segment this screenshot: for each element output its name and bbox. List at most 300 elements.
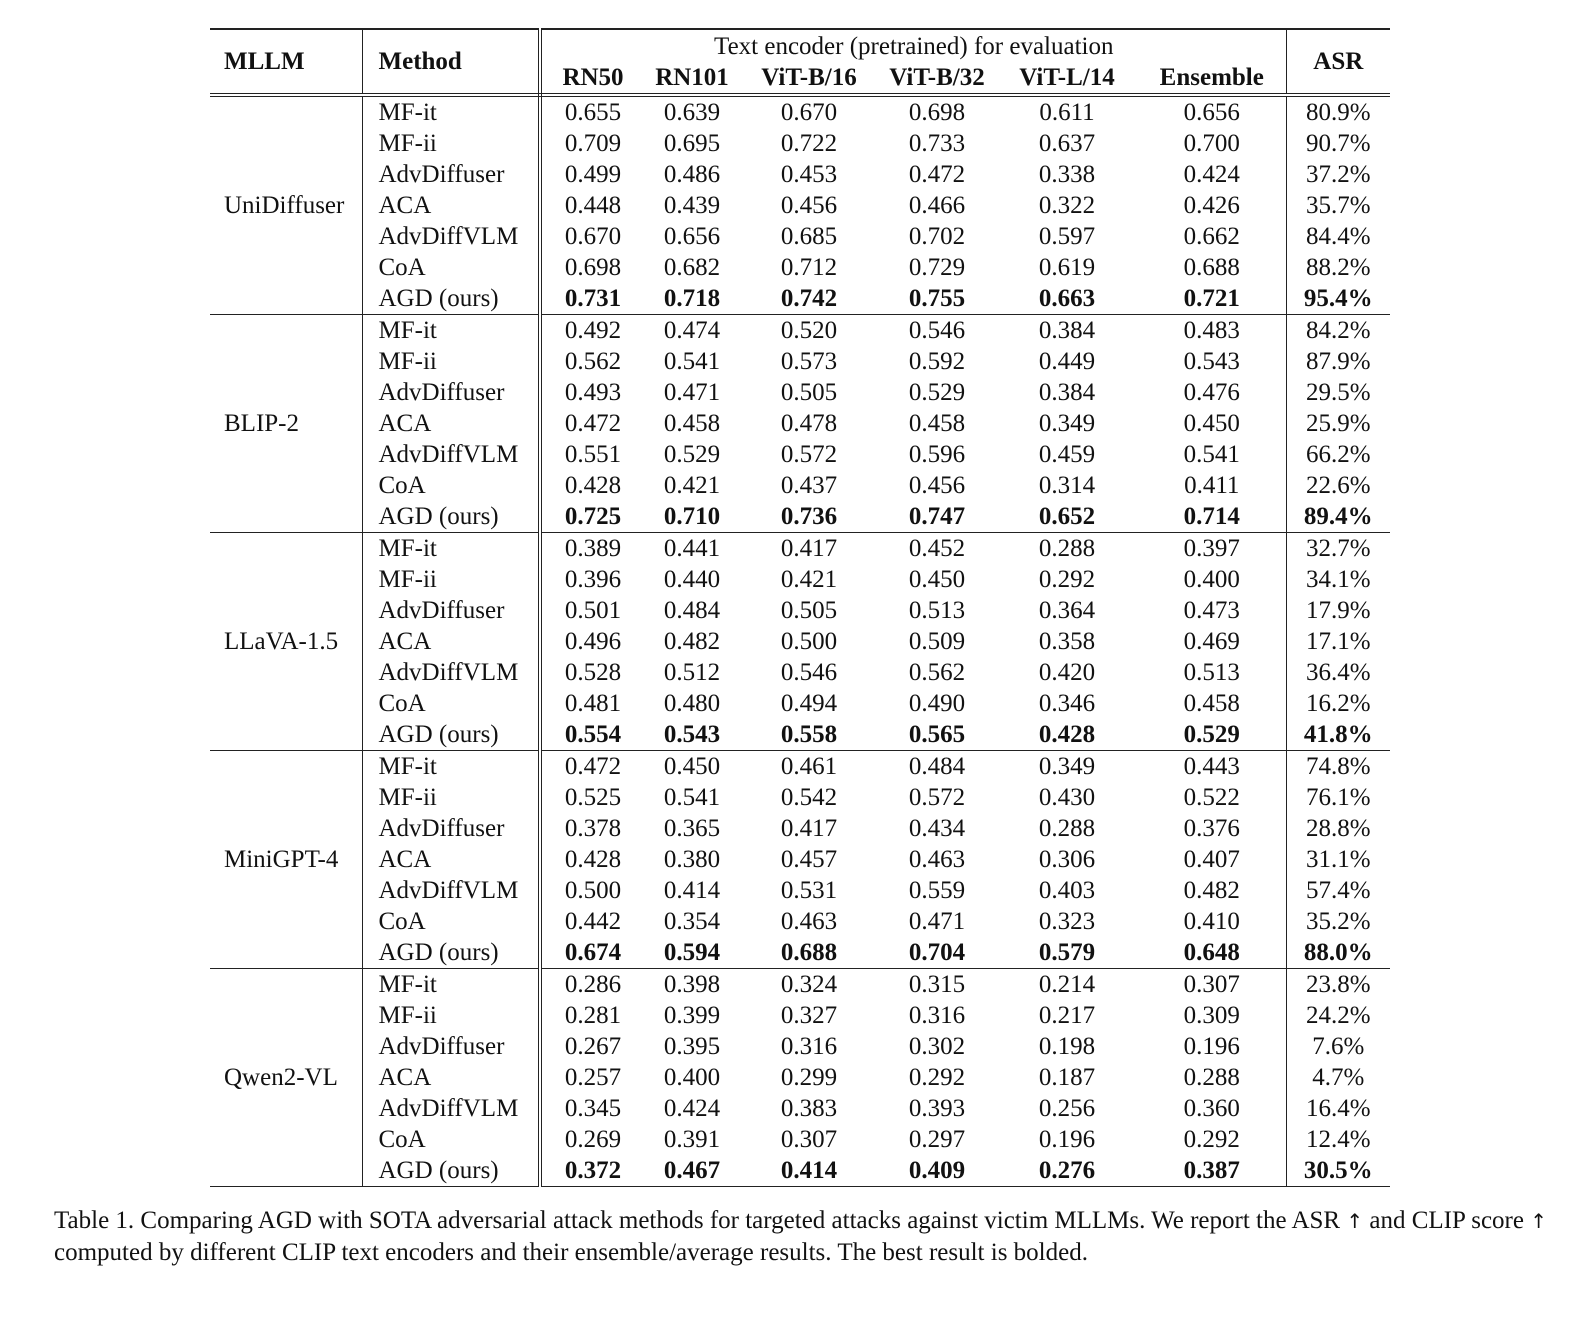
score-cell: 0.267 (564, 1033, 622, 1060)
table-row (210, 128, 1390, 159)
asr-cell: 84.2% (1286, 315, 1390, 347)
table-row (210, 1093, 1390, 1124)
table-caption (54, 1205, 1554, 1268)
score-cell: 0.729 (908, 254, 966, 281)
score-cell: 0.522 (1138, 782, 1286, 813)
score-cell: 0.688 (1138, 252, 1286, 283)
score-cell: 0.611 (996, 95, 1138, 128)
table-row (210, 564, 1390, 595)
header-method: Method (362, 29, 540, 95)
score-cell: 0.288 (1038, 815, 1096, 842)
score-cell: 0.409 (878, 1155, 996, 1187)
score-cell: 0.596 (908, 441, 966, 468)
score-cell: 0.426 (1138, 190, 1286, 221)
table-row (210, 937, 1390, 969)
table-row (210, 315, 1390, 347)
method-name: CoA (362, 470, 540, 501)
caption-text: and CLIP score (1363, 1207, 1531, 1234)
asr-cell: 89.4% (1303, 503, 1373, 530)
score-cell: 0.639 (644, 95, 740, 128)
header-encoder: RN101 (644, 62, 740, 95)
score-cell: 0.505 (780, 379, 838, 406)
score-cell: 0.592 (908, 348, 966, 375)
table-row (210, 501, 1390, 533)
method-name: AdvDiffuser (362, 1031, 540, 1062)
table-row (210, 470, 1390, 501)
score-cell: 0.562 (908, 659, 966, 686)
score-cell: 0.286 (540, 969, 644, 1001)
score-cell: 0.456 (780, 192, 838, 219)
score-cell: 0.214 (996, 969, 1138, 1001)
score-cell: 0.198 (1038, 1033, 1096, 1060)
method-name: CoA (362, 252, 540, 283)
score-cell: 0.354 (663, 908, 721, 935)
score-cell: 0.572 (908, 784, 966, 811)
method-name: AdvDiffVLM (362, 1093, 540, 1124)
score-cell: 0.399 (663, 1002, 721, 1029)
table-row (210, 408, 1390, 439)
score-cell: 0.500 (780, 628, 838, 655)
table-row (210, 1155, 1390, 1187)
score-cell: 0.458 (908, 410, 966, 437)
score-cell: 0.443 (1138, 751, 1286, 783)
score-cell: 0.718 (663, 285, 721, 312)
score-cell: 0.688 (780, 939, 838, 966)
method-name: CoA (362, 1124, 540, 1155)
score-cell: 0.579 (1038, 939, 1096, 966)
score-cell: 0.490 (908, 690, 966, 717)
asr-cell: 35.2% (1306, 908, 1371, 935)
asr-cell: 23.8% (1286, 969, 1390, 1001)
score-cell: 0.656 (663, 223, 721, 250)
score-cell: 0.450 (1138, 408, 1286, 439)
score-cell: 0.187 (1038, 1064, 1096, 1091)
score-cell: 0.565 (908, 721, 966, 748)
score-cell: 0.196 (1038, 1126, 1096, 1153)
score-cell: 0.383 (780, 1095, 838, 1122)
score-cell: 0.478 (780, 410, 838, 437)
score-cell: 0.437 (780, 472, 838, 499)
score-cell: 0.297 (908, 1126, 966, 1153)
header-encoder: Ensemble (1138, 62, 1286, 95)
score-cell: 0.292 (908, 1064, 966, 1091)
score-cell: 0.499 (564, 161, 622, 188)
score-cell: 0.486 (663, 161, 721, 188)
score-cell: 0.529 (908, 379, 966, 406)
score-cell: 0.316 (780, 1033, 838, 1060)
score-cell: 0.594 (663, 939, 721, 966)
up-arrow-icon: ↑ (1346, 1209, 1364, 1233)
score-cell: 0.496 (564, 628, 622, 655)
score-cell: 0.458 (663, 410, 721, 437)
score-cell: 0.695 (663, 130, 721, 157)
score-cell: 0.474 (644, 315, 740, 347)
score-cell: 0.572 (780, 441, 838, 468)
score-cell: 0.428 (564, 846, 622, 873)
caption-text: computed by different CLIP text encoders and their ensemble/average results. The best result is bolded. (54, 1239, 1088, 1266)
asr-cell: 76.1% (1306, 784, 1371, 811)
score-cell: 0.476 (1138, 377, 1286, 408)
score-cell: 0.324 (740, 969, 878, 1001)
score-cell: 0.731 (564, 285, 622, 312)
table-row (210, 1124, 1390, 1155)
score-cell: 0.480 (663, 690, 721, 717)
score-cell: 0.315 (878, 969, 996, 1001)
table-header (210, 29, 1390, 95)
method-name: MF-ii (362, 564, 540, 595)
score-cell: 0.314 (1038, 472, 1096, 499)
method-name: MF-ii (362, 128, 540, 159)
score-cell: 0.528 (564, 659, 622, 686)
score-cell: 0.217 (1038, 1002, 1096, 1029)
asr-cell: 32.7% (1286, 533, 1390, 565)
asr-cell: 88.2% (1306, 254, 1371, 281)
asr-cell: 7.6% (1312, 1033, 1365, 1060)
method-name: ACA (362, 1062, 540, 1093)
table-row (210, 95, 1390, 128)
asr-cell: 30.5% (1286, 1155, 1390, 1187)
score-cell: 0.349 (1038, 410, 1096, 437)
asr-cell: 16.4% (1306, 1095, 1371, 1122)
score-cell: 0.407 (1138, 844, 1286, 875)
score-cell: 0.358 (1038, 628, 1096, 655)
score-cell: 0.513 (908, 597, 966, 624)
up-arrow-icon: ↑ (1530, 1209, 1547, 1233)
header-encoder: ViT-B/32 (878, 62, 996, 95)
table-row (210, 439, 1390, 470)
score-cell: 0.531 (780, 877, 838, 904)
score-cell: 0.463 (908, 846, 966, 873)
table-row (210, 875, 1390, 906)
score-cell: 0.372 (540, 1155, 644, 1187)
score-cell: 0.403 (1038, 877, 1096, 904)
method-name: AdvDiffVLM (362, 221, 540, 252)
score-cell: 0.338 (1038, 161, 1096, 188)
method-name: ACA (362, 626, 540, 657)
score-cell: 0.424 (663, 1095, 721, 1122)
asr-cell: 17.9% (1306, 597, 1371, 624)
asr-cell: 88.0% (1303, 939, 1373, 966)
score-cell: 0.543 (663, 721, 721, 748)
score-cell: 0.453 (780, 161, 838, 188)
score-cell: 0.384 (1038, 379, 1096, 406)
score-cell: 0.529 (1138, 719, 1286, 751)
score-cell: 0.619 (1038, 254, 1096, 281)
header-mllm: MLLM (210, 29, 362, 95)
score-cell: 0.288 (996, 533, 1138, 565)
score-cell: 0.652 (1038, 503, 1096, 530)
score-cell: 0.461 (740, 751, 878, 783)
score-cell: 0.442 (564, 908, 622, 935)
score-cell: 0.541 (663, 348, 721, 375)
score-cell: 0.398 (644, 969, 740, 1001)
score-cell: 0.414 (663, 877, 721, 904)
table-row (210, 751, 1390, 783)
score-cell: 0.551 (564, 441, 622, 468)
score-cell: 0.541 (1138, 439, 1286, 470)
score-cell: 0.685 (780, 223, 838, 250)
score-cell: 0.472 (540, 751, 644, 783)
method-name: AdvDiffuser (362, 595, 540, 626)
score-cell: 0.481 (564, 690, 622, 717)
score-cell: 0.471 (908, 908, 966, 935)
asr-cell: 87.9% (1306, 348, 1371, 375)
asr-cell: 41.8% (1303, 721, 1373, 748)
score-cell: 0.704 (908, 939, 966, 966)
method-name: MF-it (362, 315, 540, 347)
score-cell: 0.376 (1138, 813, 1286, 844)
score-cell: 0.559 (908, 877, 966, 904)
score-cell: 0.648 (1138, 937, 1286, 969)
score-cell: 0.712 (780, 254, 838, 281)
method-name: MF-ii (362, 1000, 540, 1031)
table-row (210, 969, 1390, 1001)
score-cell: 0.525 (564, 784, 622, 811)
score-cell: 0.459 (1038, 441, 1096, 468)
score-cell: 0.428 (1038, 721, 1096, 748)
score-cell: 0.501 (564, 597, 622, 624)
results-table (210, 28, 1390, 1187)
score-cell: 0.656 (1138, 95, 1286, 128)
asr-cell: 24.2% (1306, 1002, 1371, 1029)
score-cell: 0.682 (663, 254, 721, 281)
score-cell: 0.471 (663, 379, 721, 406)
score-cell: 0.269 (564, 1126, 622, 1153)
method-name: AGD (ours) (362, 937, 540, 969)
mllm-name: BLIP-2 (210, 315, 362, 533)
score-cell: 0.322 (1038, 192, 1096, 219)
table-row (210, 719, 1390, 751)
table-row (210, 252, 1390, 283)
score-cell: 0.543 (1138, 346, 1286, 377)
score-cell: 0.450 (908, 566, 966, 593)
score-cell: 0.424 (1138, 159, 1286, 190)
score-cell: 0.420 (1038, 659, 1096, 686)
header-text-encoder-group: Text encoder (pretrained) for evaluation (540, 29, 1286, 62)
asr-cell: 37.2% (1306, 161, 1371, 188)
table-row (210, 626, 1390, 657)
score-cell: 0.346 (1038, 690, 1096, 717)
score-cell: 0.316 (908, 1002, 966, 1029)
method-name: MF-ii (362, 346, 540, 377)
score-cell: 0.698 (564, 254, 622, 281)
score-cell: 0.513 (1138, 657, 1286, 688)
score-cell: 0.257 (564, 1064, 622, 1091)
mllm-name: UniDiffuser (210, 95, 362, 315)
score-cell: 0.411 (1138, 470, 1286, 501)
score-cell: 0.722 (780, 130, 838, 157)
score-cell: 0.417 (780, 815, 838, 842)
score-cell: 0.397 (1138, 533, 1286, 565)
mllm-name: Qwen2-VL (210, 969, 362, 1187)
asr-cell: 36.4% (1306, 659, 1371, 686)
score-cell: 0.281 (564, 1002, 622, 1029)
table-row (210, 346, 1390, 377)
method-name: AdvDiffVLM (362, 875, 540, 906)
score-cell: 0.323 (1038, 908, 1096, 935)
score-cell: 0.562 (564, 348, 622, 375)
method-name: AdvDiffVLM (362, 439, 540, 470)
score-cell: 0.482 (1138, 875, 1286, 906)
score-cell: 0.542 (780, 784, 838, 811)
score-cell: 0.458 (1138, 688, 1286, 719)
mllm-name: MiniGPT-4 (210, 751, 362, 969)
table-row (210, 1000, 1390, 1031)
score-cell: 0.509 (908, 628, 966, 655)
score-cell: 0.714 (1138, 501, 1286, 533)
method-name: MF-it (362, 533, 540, 565)
score-cell: 0.434 (908, 815, 966, 842)
table-row (210, 221, 1390, 252)
score-cell: 0.573 (780, 348, 838, 375)
score-cell: 0.378 (564, 815, 622, 842)
method-name: AdvDiffVLM (362, 657, 540, 688)
score-cell: 0.663 (1038, 285, 1096, 312)
table-row (210, 283, 1390, 315)
score-cell: 0.306 (1038, 846, 1096, 873)
asr-cell: 25.9% (1306, 410, 1371, 437)
method-name: AdvDiffuser (362, 377, 540, 408)
score-cell: 0.396 (564, 566, 622, 593)
score-cell: 0.554 (564, 721, 622, 748)
score-cell: 0.440 (663, 566, 721, 593)
score-cell: 0.493 (564, 379, 622, 406)
score-cell: 0.709 (564, 130, 622, 157)
score-cell: 0.421 (663, 472, 721, 499)
score-cell: 0.473 (1138, 595, 1286, 626)
table-row (210, 782, 1390, 813)
table-row (210, 595, 1390, 626)
score-cell: 0.292 (1138, 1124, 1286, 1155)
score-cell: 0.662 (1138, 221, 1286, 252)
score-cell: 0.288 (1138, 1062, 1286, 1093)
score-cell: 0.395 (663, 1033, 721, 1060)
score-cell: 0.463 (780, 908, 838, 935)
score-cell: 0.733 (908, 130, 966, 157)
score-cell: 0.349 (996, 751, 1138, 783)
table-row (210, 813, 1390, 844)
score-cell: 0.529 (663, 441, 721, 468)
score-cell: 0.365 (663, 815, 721, 842)
score-cell: 0.456 (908, 472, 966, 499)
mllm-name: LLaVA-1.5 (210, 533, 362, 751)
table-row (210, 377, 1390, 408)
score-cell: 0.327 (780, 1002, 838, 1029)
asr-cell: 16.2% (1306, 690, 1371, 717)
method-name: CoA (362, 688, 540, 719)
score-cell: 0.674 (564, 939, 622, 966)
score-cell: 0.721 (1138, 283, 1286, 315)
method-name: ACA (362, 190, 540, 221)
header-encoder: RN50 (540, 62, 644, 95)
asr-cell: 31.1% (1306, 846, 1371, 873)
score-cell: 0.747 (908, 503, 966, 530)
method-name: MF-it (362, 751, 540, 783)
score-cell: 0.256 (1038, 1095, 1096, 1122)
score-cell: 0.380 (663, 846, 721, 873)
score-cell: 0.655 (540, 95, 644, 128)
caption-text: Table 1. Comparing AGD with SOTA adversarial attack methods for targeted attacks against victim MLLMs. We report the ASR (54, 1207, 1347, 1234)
method-name: CoA (362, 906, 540, 937)
score-cell: 0.755 (908, 285, 966, 312)
asr-cell: 90.7% (1306, 130, 1371, 157)
score-cell: 0.702 (908, 223, 966, 250)
score-cell: 0.276 (996, 1155, 1138, 1187)
asr-cell: 34.1% (1306, 566, 1371, 593)
method-name: MF-ii (362, 782, 540, 813)
score-cell: 0.417 (740, 533, 878, 565)
score-cell: 0.307 (1138, 969, 1286, 1001)
score-cell: 0.500 (564, 877, 622, 904)
table-row (210, 657, 1390, 688)
score-cell: 0.428 (564, 472, 622, 499)
score-cell: 0.483 (1138, 315, 1286, 347)
table-row (210, 533, 1390, 565)
score-cell: 0.482 (663, 628, 721, 655)
score-cell: 0.467 (644, 1155, 740, 1187)
table-row (210, 190, 1390, 221)
score-cell: 0.700 (1138, 128, 1286, 159)
score-cell: 0.400 (663, 1064, 721, 1091)
header-asr: ASR (1286, 29, 1390, 95)
table-row (210, 159, 1390, 190)
score-cell: 0.457 (780, 846, 838, 873)
score-cell: 0.736 (780, 503, 838, 530)
score-cell: 0.421 (780, 566, 838, 593)
asr-cell: 17.1% (1306, 628, 1371, 655)
asr-cell: 66.2% (1306, 441, 1371, 468)
score-cell: 0.302 (908, 1033, 966, 1060)
score-cell: 0.670 (740, 95, 878, 128)
score-cell: 0.472 (908, 161, 966, 188)
asr-cell: 95.4% (1303, 285, 1373, 312)
score-cell: 0.546 (878, 315, 996, 347)
asr-cell: 12.4% (1306, 1126, 1371, 1153)
score-cell: 0.546 (780, 659, 838, 686)
method-name: ACA (362, 844, 540, 875)
score-cell: 0.450 (644, 751, 740, 783)
table-body (210, 95, 1390, 1187)
score-cell: 0.448 (564, 192, 622, 219)
score-cell: 0.505 (780, 597, 838, 624)
asr-cell: 84.4% (1306, 223, 1371, 250)
score-cell: 0.484 (878, 751, 996, 783)
method-name: AGD (ours) (362, 283, 540, 315)
score-cell: 0.307 (780, 1126, 838, 1153)
score-cell: 0.472 (564, 410, 622, 437)
score-cell: 0.558 (780, 721, 838, 748)
score-cell: 0.196 (1138, 1031, 1286, 1062)
score-cell: 0.410 (1138, 906, 1286, 937)
method-name: AGD (ours) (362, 1155, 540, 1187)
score-cell: 0.452 (878, 533, 996, 565)
asr-cell: 57.4% (1306, 877, 1371, 904)
score-cell: 0.637 (1038, 130, 1096, 157)
method-name: MF-it (362, 95, 540, 128)
asr-cell: 22.6% (1306, 472, 1371, 499)
score-cell: 0.469 (1138, 626, 1286, 657)
score-cell: 0.710 (663, 503, 721, 530)
score-cell: 0.360 (1138, 1093, 1286, 1124)
score-cell: 0.494 (780, 690, 838, 717)
score-cell: 0.393 (908, 1095, 966, 1122)
score-cell: 0.299 (780, 1064, 838, 1091)
table-row (210, 906, 1390, 937)
asr-cell: 35.7% (1306, 192, 1371, 219)
score-cell: 0.597 (1038, 223, 1096, 250)
table-row (210, 844, 1390, 875)
table-row (210, 1031, 1390, 1062)
